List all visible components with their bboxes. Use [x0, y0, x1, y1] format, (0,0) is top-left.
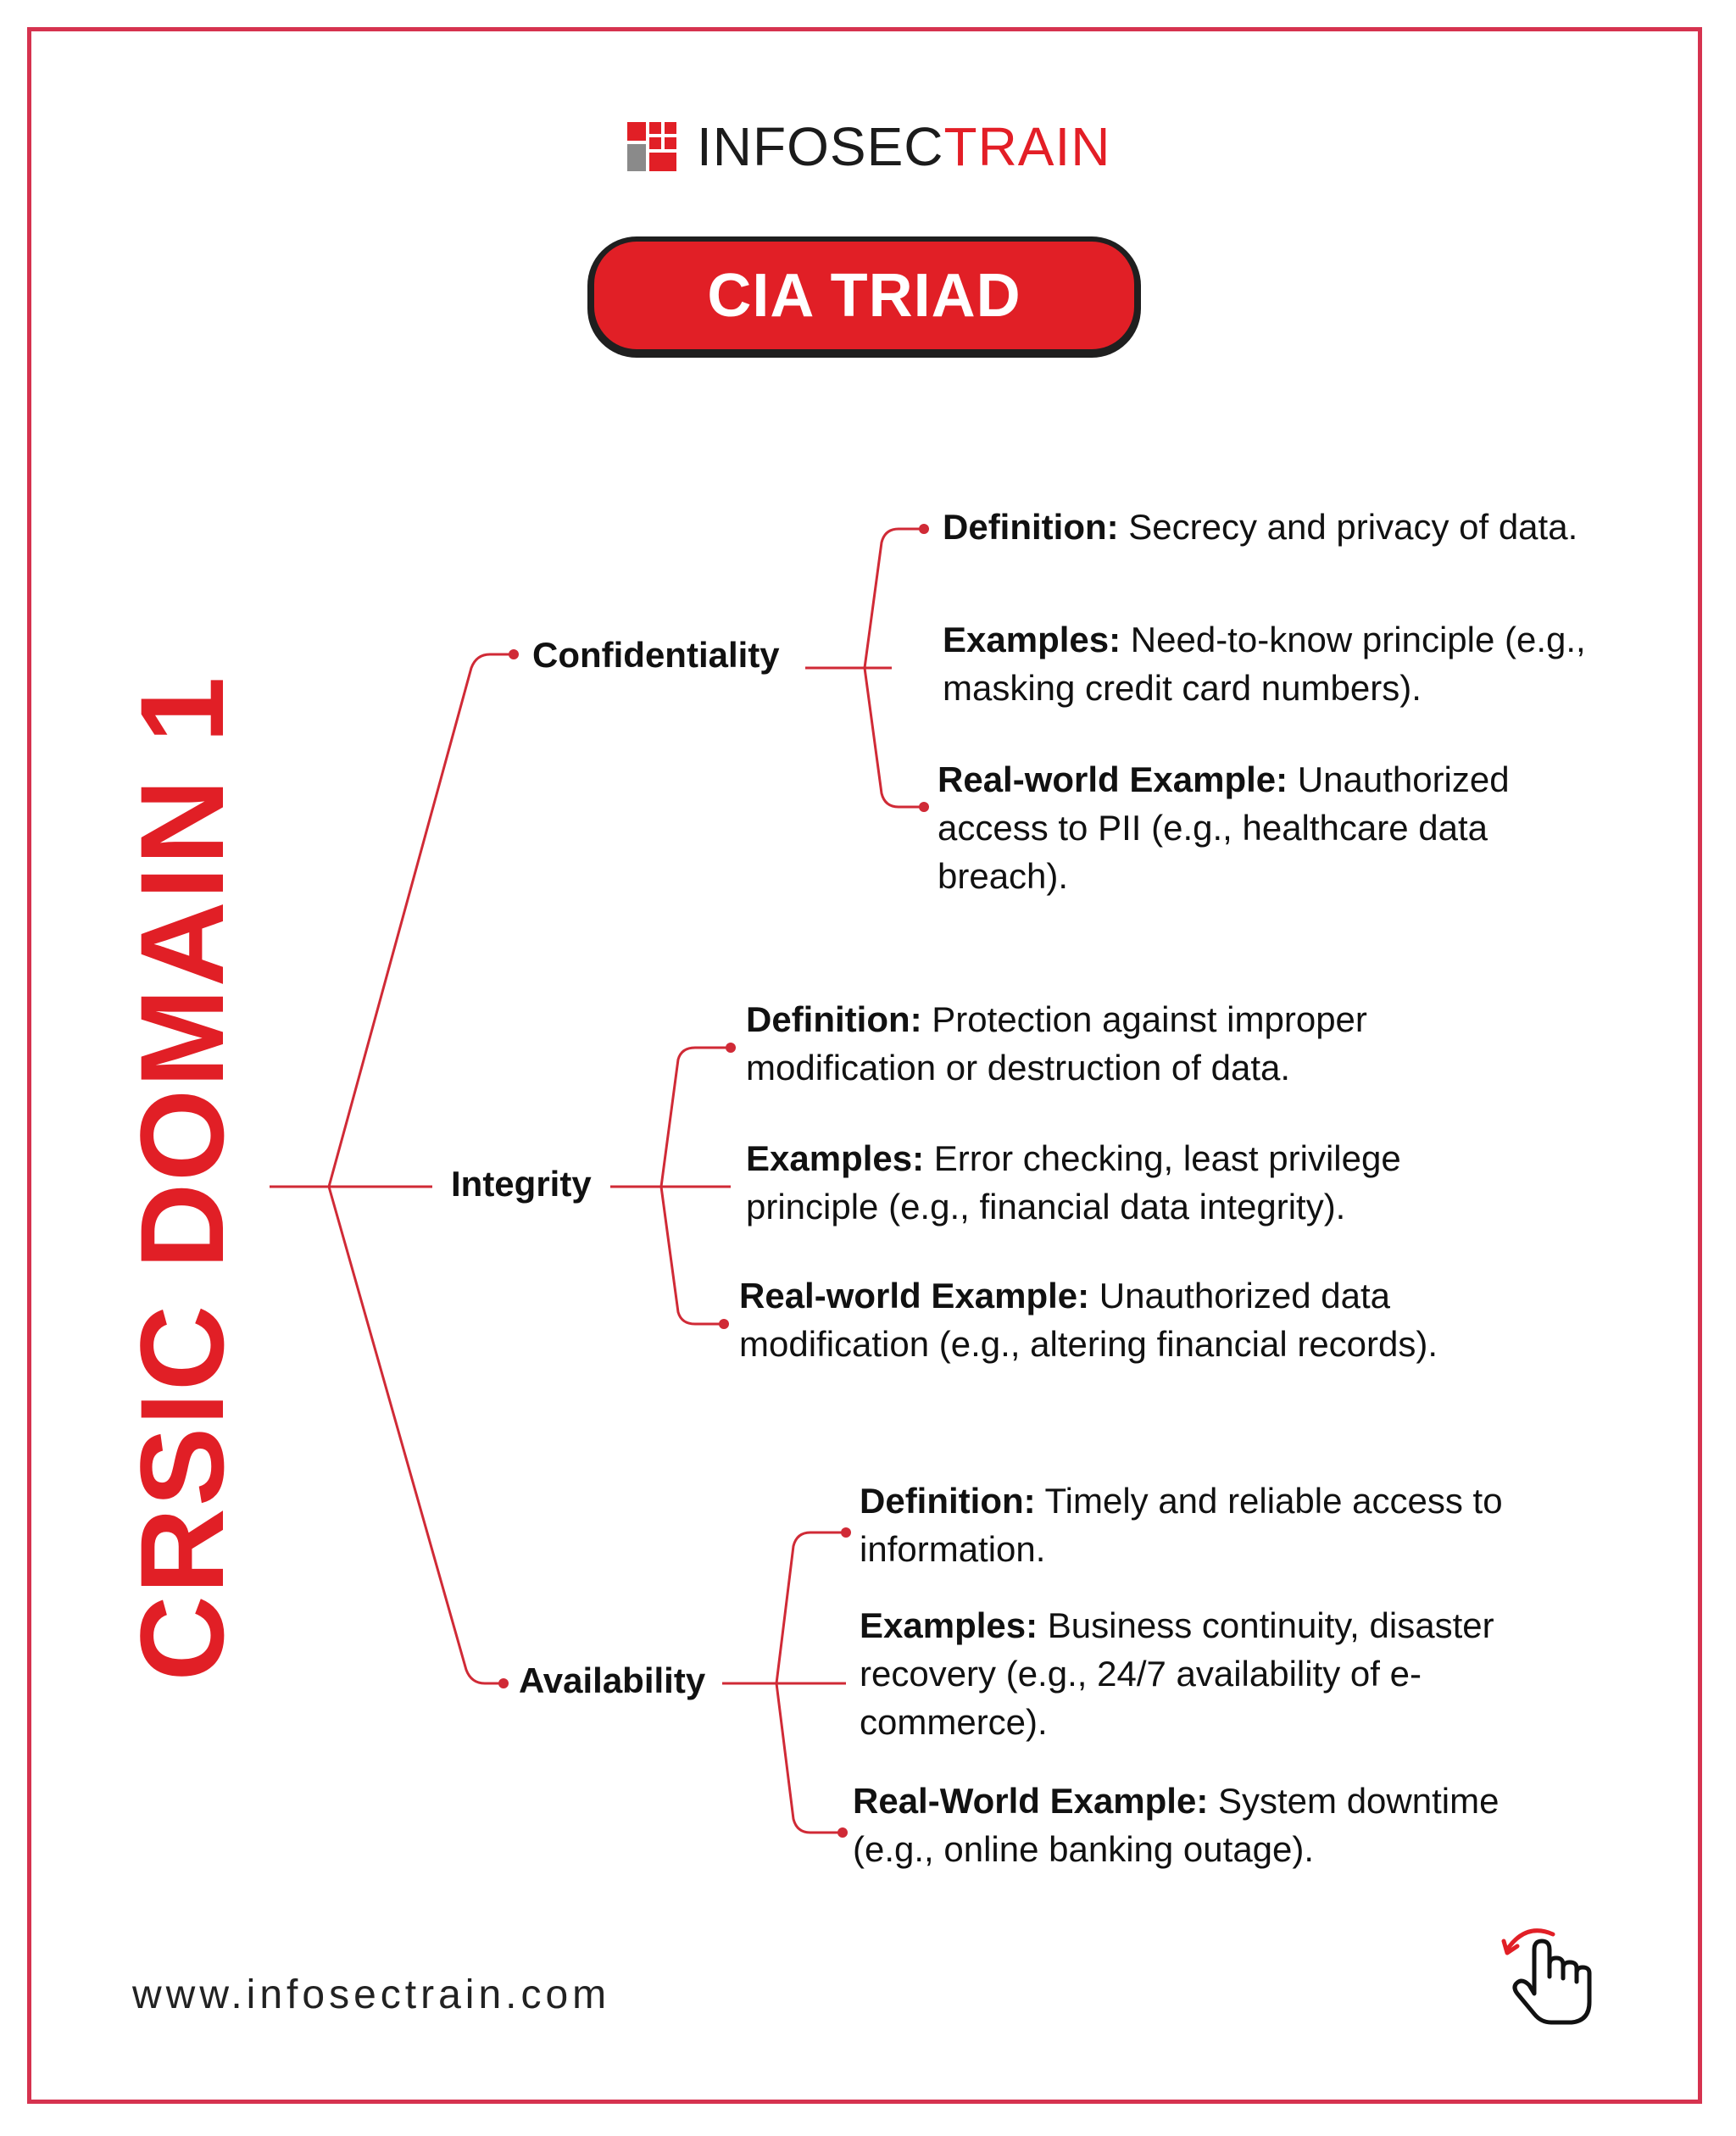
- item-text: Protection against improper modification or destruction of data.: [746, 999, 1367, 1087]
- availability-definition: [860, 1477, 1589, 1573]
- item-term: Examples:: [746, 1138, 925, 1178]
- item-term: Definition:: [943, 507, 1119, 547]
- side-title: CRSIC DOMAIN 1: [115, 675, 248, 1682]
- item-text: Timely and reliable access to information.: [860, 1481, 1503, 1569]
- item-text: Unauthorized access to PII (e.g., healthcare data breach).: [938, 759, 1510, 896]
- item-text: System downtime (e.g., online banking outage).: [853, 1781, 1500, 1869]
- availability-examples: [860, 1601, 1589, 1746]
- integrity-examples: [746, 1134, 1492, 1231]
- item-term: Real-world Example:: [938, 759, 1288, 799]
- website-url: www.infosectrain.com: [132, 1972, 611, 2017]
- hand-pointer-icon: [1500, 1916, 1602, 2026]
- availability-real-world: [853, 1777, 1582, 1873]
- item-text: Error checking, least privilege principle (e.g., financial data integrity).: [746, 1138, 1401, 1227]
- item-term: Examples:: [943, 620, 1121, 659]
- item-term: Real-world Example:: [739, 1276, 1090, 1316]
- item-term: Definition:: [860, 1481, 1036, 1521]
- confidentiality-real-world: [938, 755, 1565, 900]
- integrity-definition: [746, 995, 1475, 1092]
- confidentiality-definition: [943, 503, 1638, 551]
- branch-confidentiality: Confidentiality: [532, 635, 780, 675]
- branch-availability: Availability: [519, 1660, 706, 1700]
- brand-name-part1: INFOSEC: [697, 116, 944, 177]
- item-term: Examples:: [860, 1605, 1038, 1645]
- integrity-real-world: [739, 1271, 1536, 1368]
- item-term: Definition:: [746, 999, 922, 1039]
- confidentiality-examples: [943, 615, 1587, 712]
- branch-integrity: Integrity: [451, 1164, 592, 1204]
- item-text: Business continuity, disaster recovery (e.g., 24/7 availability of e-commerce).: [860, 1605, 1494, 1742]
- brand-name-part2: TRAIN: [943, 116, 1111, 177]
- item-text: Unauthorized data modification (e.g., altering financial records).: [739, 1276, 1438, 1364]
- item-text: Need-to-know principle (e.g., masking credit card numbers).: [943, 620, 1586, 708]
- item-term: Real-World Example:: [853, 1781, 1209, 1821]
- page-title: CIA TRIAD: [594, 242, 1134, 349]
- item-text: Secrecy and privacy of data.: [1128, 507, 1578, 547]
